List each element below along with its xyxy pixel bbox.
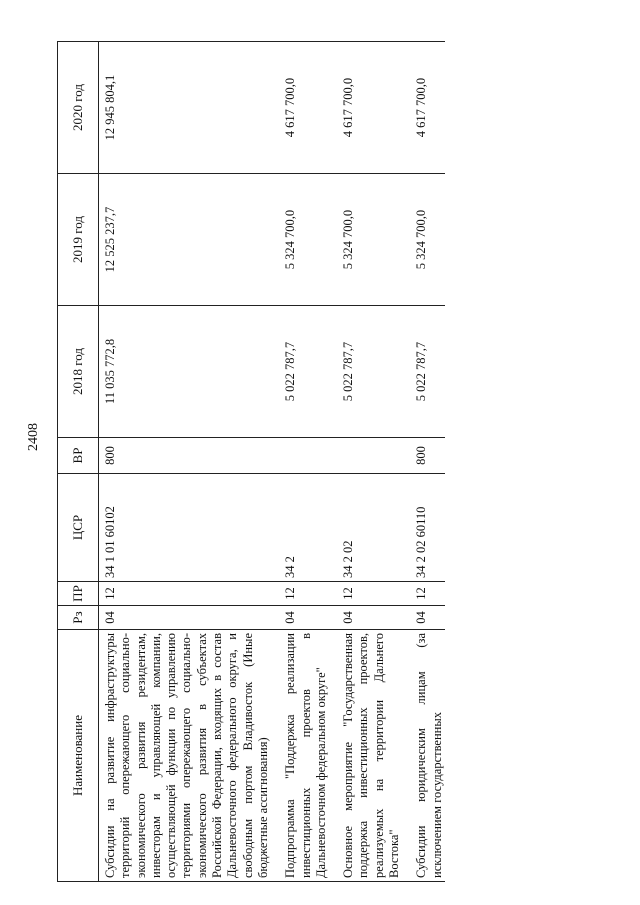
row-rz: 04 xyxy=(99,606,272,630)
table-row xyxy=(414,42,445,882)
row-2020: 4 617 700,0 xyxy=(283,42,329,174)
row-pr: 12 xyxy=(414,582,445,606)
table-row xyxy=(283,42,329,882)
row-2020: 4 617 700,0 xyxy=(414,42,445,174)
row-csr: 34 1 01 60102 xyxy=(99,474,272,582)
page-number: 2408 xyxy=(26,423,41,451)
row-vr: 800 xyxy=(99,438,272,474)
row-name: Подпрограмма "Поддержка реализации инвестиционных проектов в Дальневосточном федеральном округе" xyxy=(283,630,329,882)
table-header-row xyxy=(58,42,99,882)
row-name: Основное мероприятие "Государственная поддержка инвестиционных проектов, реализуемых на территории Дальнего Востока" xyxy=(341,630,402,882)
header-vr: ВР xyxy=(58,438,99,474)
header-name: Наименование xyxy=(58,630,99,882)
row-2018: 5 022 787,7 xyxy=(414,306,445,438)
header-pr: ПР xyxy=(58,582,99,606)
row-2019: 12 525 237,7 xyxy=(99,174,272,306)
row-rz: 04 xyxy=(414,606,445,630)
header-2019: 2019 год xyxy=(58,174,99,306)
row-2020: 12 945 804,1 xyxy=(99,42,272,174)
row-spacer xyxy=(402,42,414,882)
budget-table xyxy=(57,41,445,882)
row-csr: 34 2 xyxy=(283,474,329,582)
table-row xyxy=(99,42,272,882)
row-2020: 4 617 700,0 xyxy=(341,42,402,174)
row-2018: 5 022 787,7 xyxy=(341,306,402,438)
row-csr: 34 2 02 xyxy=(341,474,402,582)
row-pr: 12 xyxy=(341,582,402,606)
row-pr: 12 xyxy=(99,582,272,606)
row-rz: 04 xyxy=(341,606,402,630)
row-rz: 04 xyxy=(283,606,329,630)
row-spacer xyxy=(271,42,283,882)
row-csr: 34 2 02 60110 xyxy=(414,474,445,582)
row-vr: 800 xyxy=(414,438,445,474)
row-name: Субсидии на развитие инфраструктуры территорий опережающего социально-экономического развития резидентам, инвесторам и управляющей компании, осуществляющей функции по управлению территориями опережающего социально-экономического развития в субъектах Российской Федерации, входящих в состав Дальневосточного федерального округа, и свободным портом Владивосток (Иные бюджетные ассигнования) xyxy=(99,630,272,882)
row-pr: 12 xyxy=(283,582,329,606)
row-spacer xyxy=(329,42,341,882)
row-2018: 5 022 787,7 xyxy=(283,306,329,438)
header-rz: Рз xyxy=(58,606,99,630)
row-2019: 5 324 700,0 xyxy=(283,174,329,306)
header-2018: 2018 год xyxy=(58,306,99,438)
row-vr xyxy=(341,438,402,474)
row-vr xyxy=(283,438,329,474)
header-csr: ЦСР xyxy=(58,474,99,582)
row-name: Субсидии юридическим лицам (за исключением государственных xyxy=(414,630,445,882)
row-2018: 11 035 772,8 xyxy=(99,306,272,438)
row-2019: 5 324 700,0 xyxy=(341,174,402,306)
budget-table-container xyxy=(57,42,605,882)
table-row xyxy=(341,42,402,882)
header-2020: 2020 год xyxy=(58,42,99,174)
row-2019: 5 324 700,0 xyxy=(414,174,445,306)
